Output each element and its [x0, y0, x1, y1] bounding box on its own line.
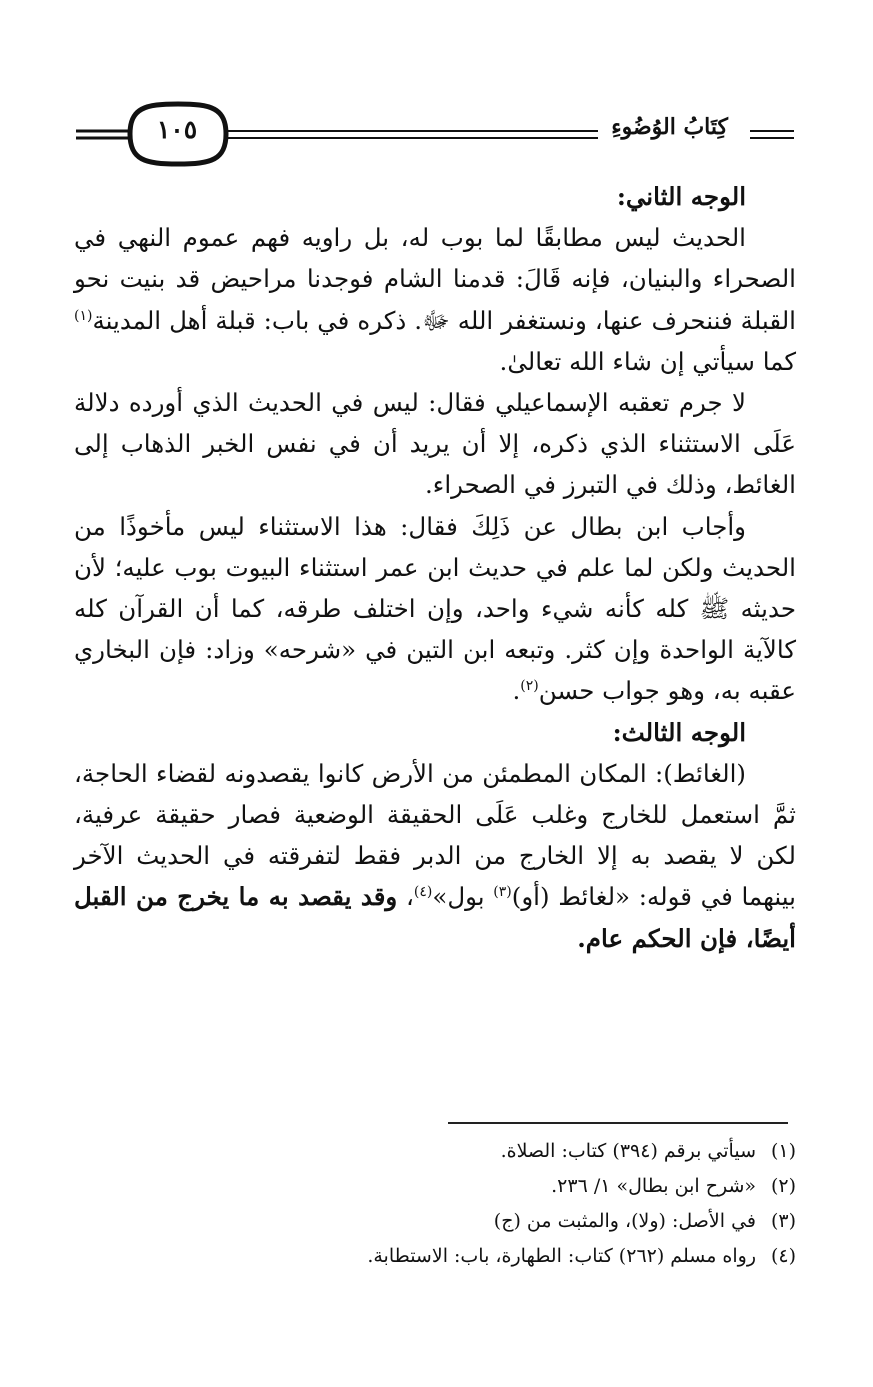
paragraph-3-end: . — [512, 676, 521, 706]
paragraph-4-comma: ، — [397, 882, 414, 912]
paragraph-4 — [74, 753, 796, 959]
footnote-ref-4[interactable]: (٤) — [413, 884, 433, 901]
section-heading-second: الوجه الثاني: — [616, 182, 746, 211]
paragraph-4-text: (الغائط): المكان المطمئن من الأرض كانوا يقصدونه لقضاء الحاجة، ثمَّ استعمل للخارج وغلب عَلَى الحقيقة الوضعية فصار حقيقة عرفية، لكن لا يقصد به إلا الخارج من الدبر فقط لتفرقته في الحديث الآخر بينهما في قوله: «لغائط (أو) — [74, 758, 796, 912]
section-heading-third: الوجه الثالث: — [612, 717, 746, 747]
paragraph-1-text: الحديث ليس مطابقًا لما بوب له، بل راويه فهم عموم النهي في الصحراء والبنيان، فإنه قَالَ: قدمنا الشام فوجدنا مراحيض قد بنيت نحو القبلة فننحرف عنها، ونستغفر الله ﷻ. ذكره في باب: قبلة أهل المدينة — [74, 223, 796, 335]
paragraph-3 — [74, 506, 796, 712]
footnote-number: (٤) — [770, 1245, 796, 1267]
footnote-text: «شرح ابن بطال» ١/ ٢٣٦. — [551, 1175, 756, 1197]
main-text — [74, 176, 796, 959]
footnote-ref-2[interactable]: (٢) — [520, 678, 539, 695]
paragraph-2: لا جرم تعقبه الإسماعيلي فقال: ليس في الحديث الذي أورده دلالة عَلَى الاستثناء الذي ذكره، إلا أن يريد أن في نفس الخبر الذهاب إلى الغائط، وذلك في التبرز في الصحراء. — [74, 388, 796, 500]
footnote-item — [160, 1204, 796, 1239]
footnote-number: (١) — [770, 1140, 796, 1162]
footnote-item — [160, 1239, 796, 1274]
paragraph-4-bold-text: وقد يقصد به ما يخرج من القبل أيضًا، فإن الحكم عام. — [74, 882, 796, 953]
footnote-number: (٢) — [770, 1175, 796, 1197]
footnotes — [160, 1134, 796, 1274]
page-number: ١٠٥ — [156, 115, 198, 144]
footnote-ref-3[interactable]: (٣) — [493, 884, 512, 901]
footnote-separator — [448, 1122, 788, 1124]
footnote-number: (٣) — [770, 1210, 796, 1232]
paragraph-1 — [74, 217, 796, 382]
footnote-item — [160, 1169, 796, 1204]
paragraph-3-text: وأجاب ابن بطال عن ذَلِكَ فقال: هذا الاستثناء ليس مأخوذًا من الحديث ولكن لما علم في حديث ابن عمر استثناء البيوت بوب عليه؛ لأن حديثه ﷺ كله كأنه شيء واحد، وإن اختلف طرقه، كما أن القرآن كله كالآية الواحدة وإن كثر. وتبعه ابن التين في «شرحه» وزاد: فإن البخاري عقبه به، وهو جواب حسن — [74, 511, 796, 706]
footnote-text: في الأصل: (ولا)، والمثبت من (ج) — [493, 1210, 756, 1232]
footnote-text: سيأتي برقم (٣٩٤) كتاب: الصلاة. — [500, 1140, 756, 1162]
footnote-item — [160, 1134, 796, 1169]
page-header — [70, 98, 798, 168]
footnote-text: رواه مسلم (٢٦٢) كتاب: الطهارة، باب: الاستطابة. — [367, 1245, 756, 1267]
footnote-ref-1[interactable]: (١) — [74, 307, 93, 324]
paragraph-1-end: كما سيأتي إن شاء الله تعالىٰ. — [499, 346, 796, 376]
paragraph-4-quote-end: بول» — [432, 882, 494, 912]
running-title: كِتَابُ الوُضُوءِ — [611, 114, 728, 140]
